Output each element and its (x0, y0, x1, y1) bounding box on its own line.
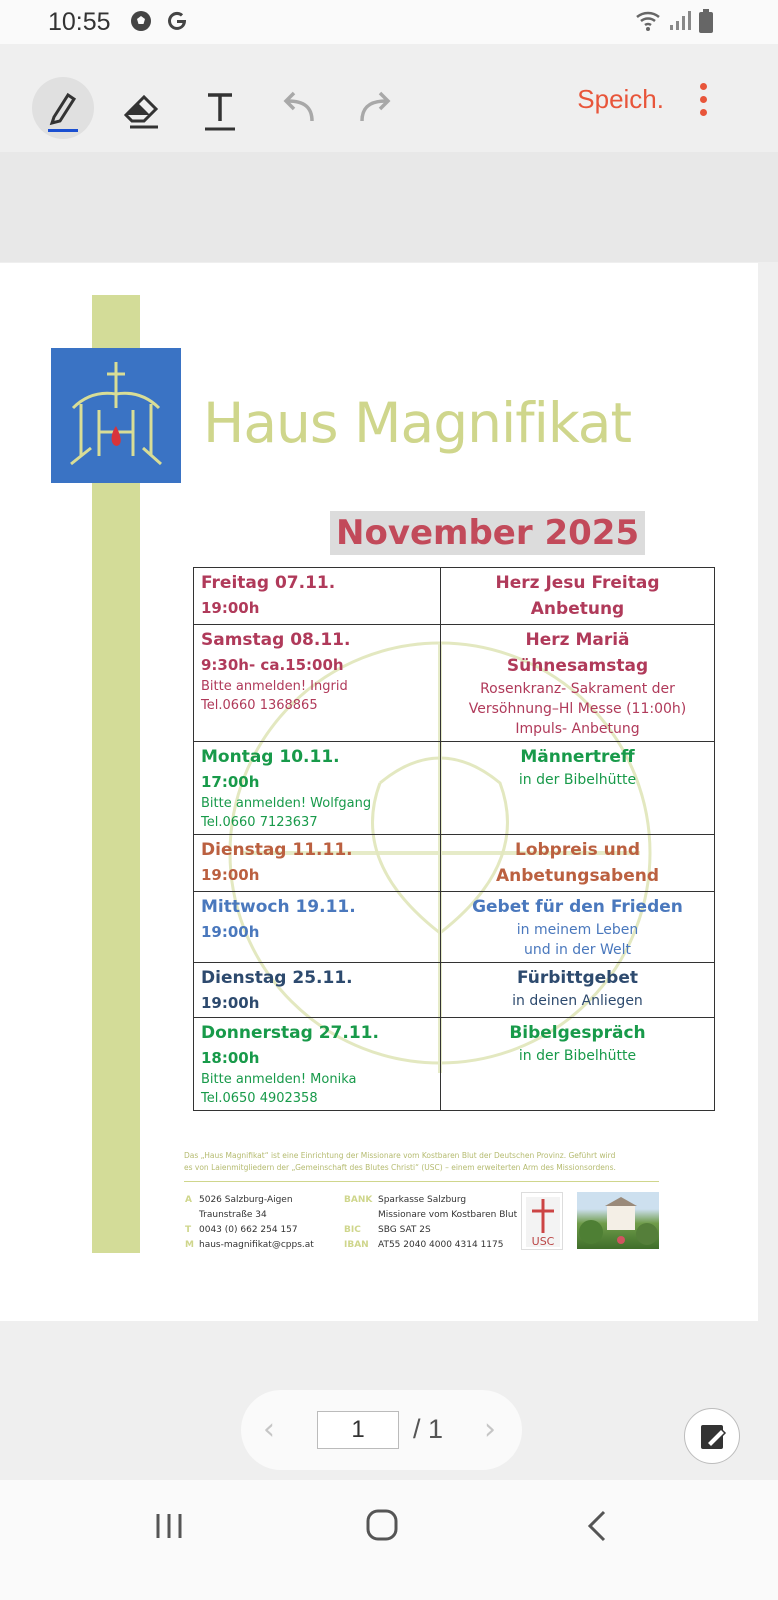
event-row (194, 568, 715, 625)
status-bar (0, 0, 778, 44)
event-row (194, 1018, 715, 1111)
event-time: 17:00h (201, 773, 260, 791)
event-headline: Bibelgespräch (509, 1023, 646, 1043)
bic-value: SBG SAT 2S (378, 1225, 431, 1235)
footer-line-1: Das „Haus Magnifikat“ ist eine Einrichtung der Missionare vom Kostbaren Blut der Deutschen Provinz. Geführt wird (184, 1151, 616, 1160)
phone-value: 0043 (0) 662 254 157 (199, 1225, 298, 1235)
event-date-cell (194, 963, 441, 1018)
event-detail: in meinem Leben (516, 922, 639, 938)
text-tool-button[interactable] (190, 77, 250, 137)
event-detail: in deinen Anliegen (512, 993, 643, 1009)
event-description-cell (441, 625, 715, 742)
iban-value: AT55 2040 4000 4314 1175 (378, 1240, 504, 1250)
footer-divider (184, 1181, 659, 1182)
month-heading: November 2025 (330, 511, 645, 555)
event-headline: Sühnesamstag (506, 656, 649, 676)
bank-block (344, 1193, 517, 1253)
event-date-cell (194, 568, 441, 625)
phone-label: T (185, 1225, 192, 1235)
usc-text: USC (531, 1235, 555, 1248)
event-headline: Herz Mariä (525, 630, 630, 650)
event-note: Bitte anmelden! Wolfgang (201, 796, 372, 811)
home-icon[interactable] (362, 1508, 402, 1544)
event-date-cell (194, 1018, 441, 1111)
event-day: Samstag 08.11. (201, 630, 351, 650)
event-row (194, 625, 715, 742)
address-line-2: Traunstraße 34 (199, 1210, 267, 1220)
event-detail: in der Bibelhütte (518, 772, 637, 788)
canvas-background (0, 152, 778, 262)
event-time: 18:00h (201, 1049, 260, 1067)
edit-sign-icon (685, 1409, 741, 1465)
back-icon[interactable] (578, 1508, 618, 1544)
soccer-ball-icon (130, 10, 152, 32)
battery-icon (698, 8, 714, 34)
event-headline: Männertreff (520, 747, 635, 767)
event-description-cell (441, 1018, 715, 1111)
next-page-button[interactable]: › (484, 1412, 496, 1447)
event-headline: Herz Jesu Freitag (495, 573, 660, 593)
dot-icon (700, 83, 707, 90)
event-detail: Rosenkranz- Sakrament der (480, 681, 675, 697)
event-day: Dienstag 11.11. (201, 840, 353, 860)
event-date-cell (194, 892, 441, 963)
page-navigator (241, 1390, 522, 1470)
signal-icon (668, 10, 692, 32)
clock: 10:55 (48, 8, 111, 36)
event-headline: Lobpreis und (514, 840, 640, 860)
footer-description (184, 1150, 664, 1174)
undo-button[interactable] (268, 77, 328, 137)
undo-icon (268, 77, 328, 137)
bank-name: Sparkasse Salzburg (378, 1195, 467, 1205)
event-row (194, 892, 715, 963)
event-row (194, 835, 715, 892)
event-date-cell (194, 742, 441, 835)
event-description-cell (441, 835, 715, 892)
event-time: 19:00h (201, 994, 260, 1012)
event-detail: und in der Welt (523, 942, 632, 958)
dot-icon (700, 96, 707, 103)
event-day: Mittwoch 19.11. (201, 897, 356, 917)
bic-label: BIC (344, 1225, 361, 1235)
event-day: Montag 10.11. (201, 747, 340, 767)
dot-icon (700, 109, 707, 116)
google-g-icon (165, 9, 189, 33)
event-headline: Fürbittgebet (516, 968, 639, 988)
event-note: Bitte anmelden! Monika (201, 1072, 357, 1087)
event-note: Bitte anmelden! Ingrid (201, 679, 348, 694)
event-time: 19:00h (201, 599, 260, 617)
logo-emblem-icon (51, 348, 181, 483)
text-icon (190, 77, 250, 137)
address-line-1: 5026 Salzburg-Aigen (199, 1195, 293, 1205)
event-description-cell (441, 892, 715, 963)
usc-logo (521, 1192, 563, 1250)
event-day: Freitag 07.11. (201, 573, 336, 593)
save-button[interactable]: Speich. (577, 84, 664, 114)
iban-label: IBAN (344, 1240, 369, 1250)
event-detail: in der Bibelhütte (518, 1048, 637, 1064)
event-description-cell (441, 568, 715, 625)
event-note: Tel.0650 4902358 (201, 1091, 318, 1106)
event-time: 9:30h- ca.15:00h (201, 656, 344, 674)
recents-icon[interactable] (150, 1508, 190, 1544)
more-options-button[interactable] (696, 80, 710, 120)
bank-account-holder: Missionare vom Kostbaren Blut (378, 1210, 518, 1220)
pen-tool-button[interactable] (32, 77, 94, 139)
event-headline: Gebet für den Frieden (472, 897, 683, 917)
event-time: 19:00h (201, 866, 260, 884)
address-label: A (185, 1195, 192, 1205)
event-time: 19:00h (201, 923, 260, 941)
redo-button[interactable] (346, 77, 406, 137)
event-day: Dienstag 25.11. (201, 968, 353, 988)
pen-icon (32, 77, 94, 139)
event-headline: Anbetung (530, 599, 625, 619)
event-note: Tel.0660 7123637 (201, 815, 318, 830)
editor-toolbar (0, 44, 778, 152)
event-detail: Impuls- Anbetung (515, 721, 640, 737)
event-date-cell (194, 835, 441, 892)
usc-emblem-icon (522, 1193, 564, 1251)
prev-page-button[interactable]: ‹ (263, 1412, 275, 1447)
email-label: M (185, 1240, 194, 1250)
event-description-cell (441, 963, 715, 1018)
bank-label: BANK (344, 1195, 373, 1205)
event-headline: Anbetungsabend (495, 866, 660, 886)
events-table (193, 567, 715, 1111)
event-note: Tel.0660 1368865 (201, 698, 318, 713)
sign-document-button[interactable] (684, 1408, 740, 1464)
event-row (194, 963, 715, 1018)
email-value: haus-magnifikat@cpps.at (199, 1240, 314, 1250)
house-building-icon (577, 1192, 659, 1249)
event-description-cell (441, 742, 715, 835)
page-number-input[interactable]: 1 (317, 1411, 399, 1449)
wifi-icon (634, 9, 664, 33)
document-title: Haus Magnifikat (203, 391, 632, 455)
redo-icon (346, 77, 406, 137)
house-photo (577, 1192, 659, 1249)
event-row (194, 742, 715, 835)
event-detail: Versöhnung–Hl Messe (11:00h) (468, 701, 687, 717)
haus-magnifikat-logo (51, 348, 181, 483)
address-block (185, 1193, 314, 1253)
document-page[interactable] (0, 263, 758, 1321)
eraser-icon (112, 77, 172, 137)
event-day: Donnerstag 27.11. (201, 1023, 379, 1043)
page-total: / 1 (413, 1414, 444, 1444)
footer-line-2: es von Laienmitgliedern der „Gemeinschaft des Blutes Christi“ (USC) – einem erweiterten Arm des Missionsordens. (184, 1163, 616, 1172)
eraser-tool-button[interactable] (112, 77, 172, 137)
event-date-cell (194, 625, 441, 742)
